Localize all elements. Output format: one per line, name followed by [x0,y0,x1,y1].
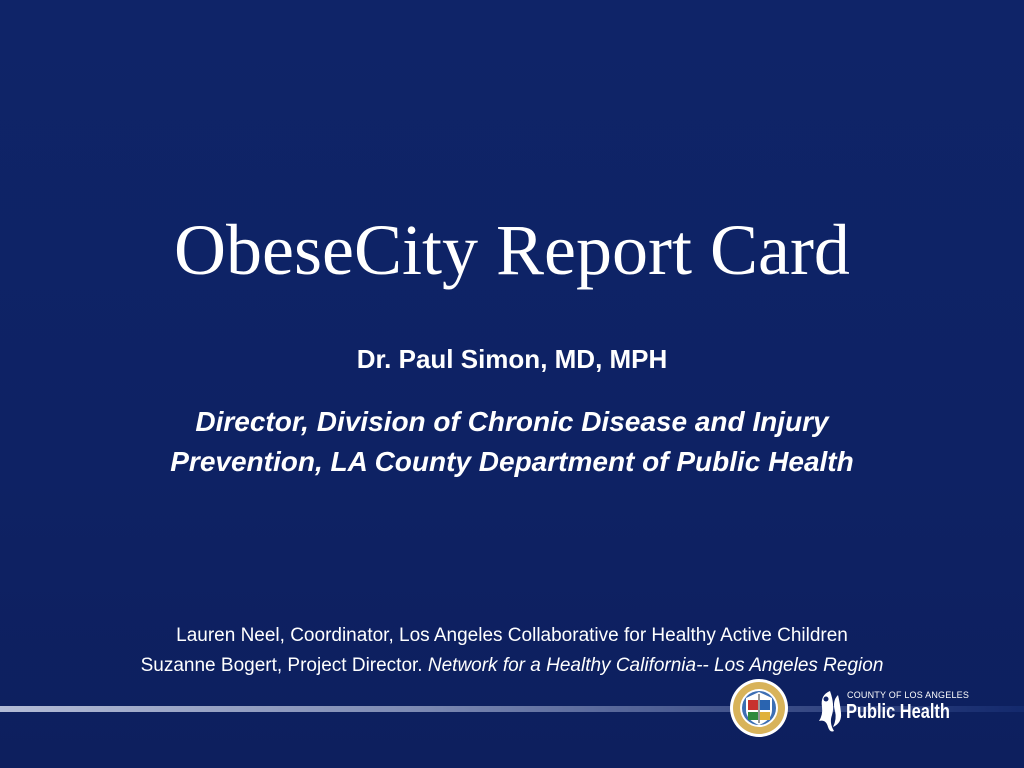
public-health-label: Public Health [846,701,950,723]
public-health-emblem-icon [816,689,846,733]
credit-line-1: Lauren Neel, Coordinator, Los Angeles Collaborative for Healthy Active Children [176,625,848,646]
presenter-name: Dr. Paul Simon, MD, MPH [356,344,668,374]
credit-line-2-italic: Network for a Healthy California-- Los Angeles Region [427,655,884,676]
slide-title: ObeseCity Report Card [174,210,850,290]
credit-line-2-plain: Suzanne Bogert, Project Director. [140,655,428,676]
county-seal-icon [729,678,789,738]
public-health-county-label: COUNTY OF LOS ANGELES [847,690,970,700]
credits [0,621,1024,681]
public-health-logo [816,687,970,735]
credit-line-2 [0,651,1024,681]
presenter-role: Director, Division of Chronic Disease and Injury Prevention, LA County Department of Public Health [170,406,854,477]
